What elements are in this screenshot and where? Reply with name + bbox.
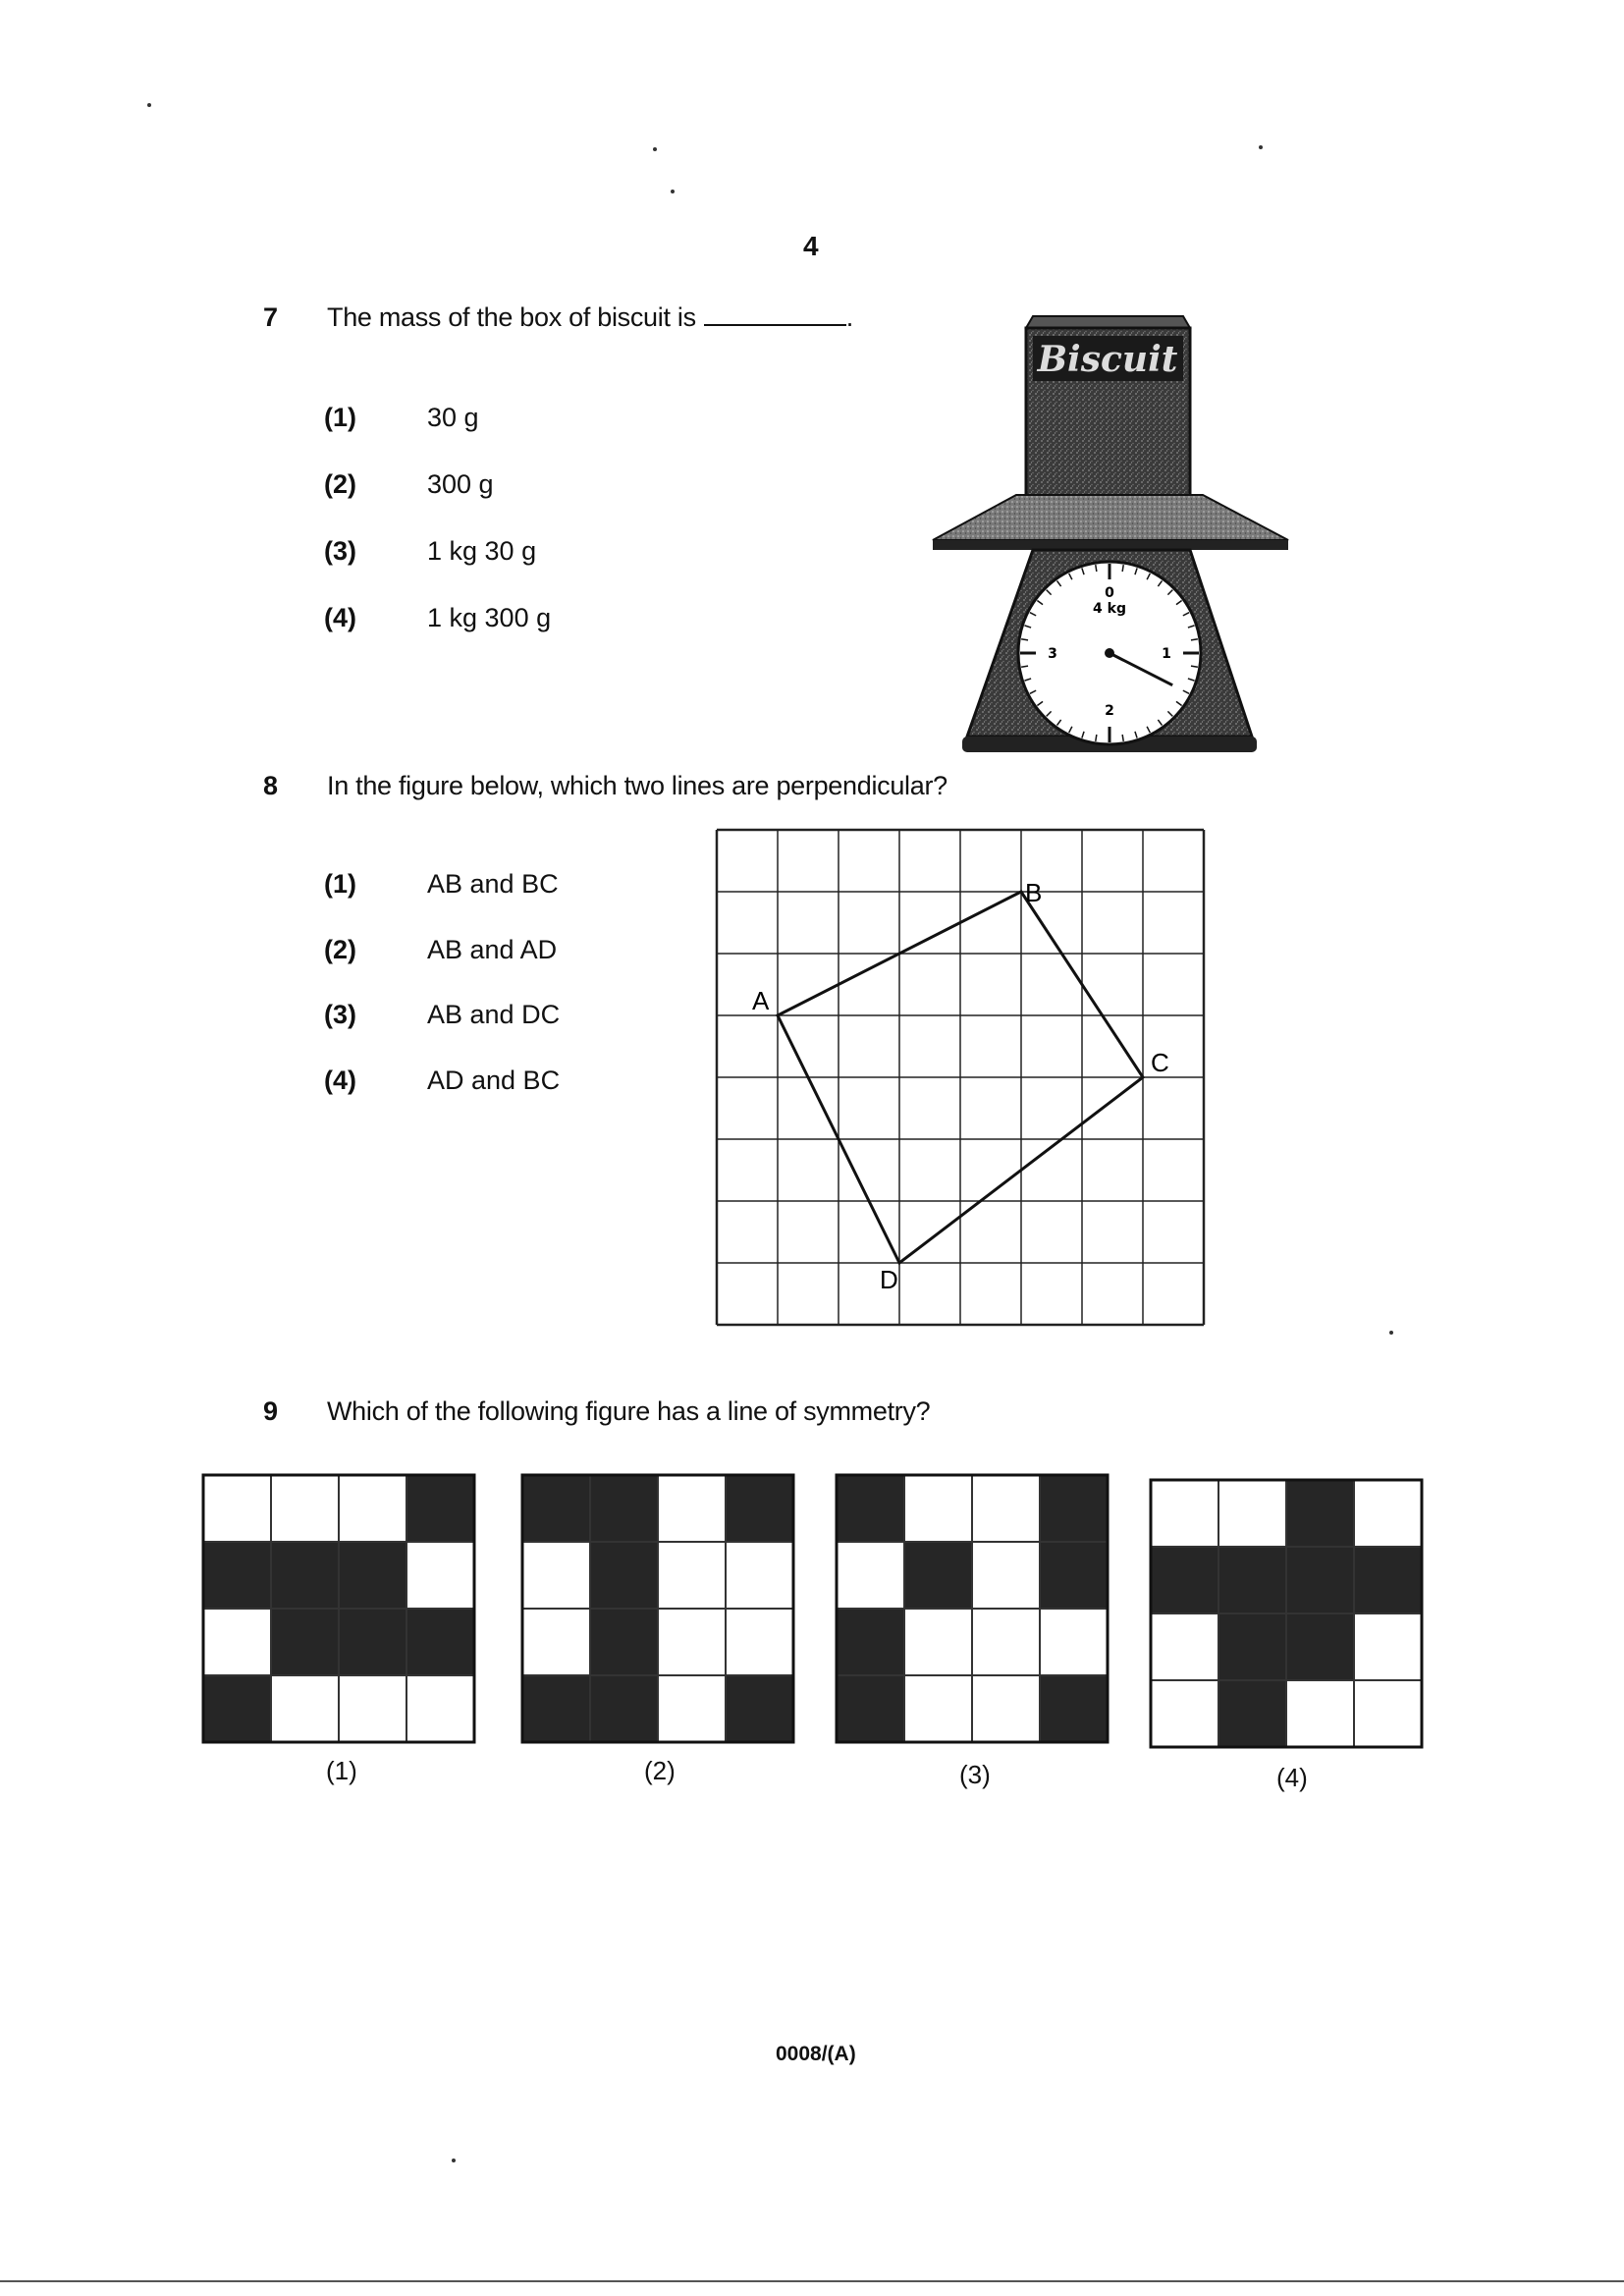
blank-cell bbox=[726, 1609, 793, 1675]
blank-cell bbox=[658, 1675, 726, 1742]
shaded-cell bbox=[590, 1675, 658, 1742]
blank-cell bbox=[406, 1675, 474, 1742]
q8-option-number: (3) bbox=[324, 1000, 356, 1029]
page-number: 4 bbox=[803, 231, 819, 261]
q8-option-text: AB and AD bbox=[427, 935, 558, 964]
symmetry-figure-1 bbox=[201, 1473, 478, 1748]
scale-pan bbox=[933, 495, 1288, 550]
blank-cell bbox=[522, 1542, 590, 1609]
q7-option-number: (3) bbox=[324, 536, 356, 566]
blank-cell bbox=[972, 1475, 1040, 1542]
blank-cell bbox=[972, 1609, 1040, 1675]
shaded-cell bbox=[1218, 1613, 1286, 1680]
vertex-label-d: D bbox=[880, 1265, 898, 1294]
figure-label-4: (4) bbox=[1276, 1763, 1308, 1792]
scan-speck bbox=[452, 2159, 456, 2162]
symmetry-figure-2 bbox=[520, 1473, 797, 1748]
quadrilateral-grid-figure bbox=[707, 820, 1218, 1340]
shaded-cell bbox=[904, 1542, 972, 1609]
q8-option-text: AB and BC bbox=[427, 869, 559, 899]
q7-option-text: 30 g bbox=[427, 403, 479, 432]
vertex-label-a: A bbox=[752, 986, 770, 1015]
bottom-rule bbox=[0, 2280, 1624, 2282]
shaded-cell bbox=[837, 1609, 904, 1675]
blank-cell bbox=[1286, 1680, 1354, 1747]
shaded-cell bbox=[522, 1475, 590, 1542]
blank-cell bbox=[1151, 1613, 1218, 1680]
dial-mark-2: 2 bbox=[1105, 703, 1114, 719]
scale-dial bbox=[1018, 562, 1201, 744]
q8-option-number: (1) bbox=[324, 869, 356, 899]
figure-label-3: (3) bbox=[959, 1760, 991, 1789]
q7-option-text: 1 kg 30 g bbox=[427, 536, 537, 566]
blank-cell bbox=[658, 1475, 726, 1542]
blank-cell bbox=[1218, 1480, 1286, 1547]
scan-speck bbox=[653, 147, 657, 151]
blank-cell bbox=[904, 1475, 972, 1542]
dial-mark-1: 1 bbox=[1162, 646, 1171, 662]
dial-hub bbox=[1105, 648, 1114, 658]
blank-cell bbox=[1040, 1609, 1108, 1675]
question-7-number: 7 bbox=[263, 302, 279, 332]
question-9-number: 9 bbox=[263, 1396, 279, 1426]
blank-cell bbox=[271, 1475, 339, 1542]
blank-cell bbox=[1354, 1680, 1422, 1747]
shaded-cell bbox=[271, 1542, 339, 1609]
blank-cell bbox=[339, 1675, 406, 1742]
shaded-cell bbox=[1040, 1542, 1108, 1609]
blank-cell bbox=[522, 1609, 590, 1675]
blank-cell bbox=[904, 1675, 972, 1742]
shaded-cell bbox=[203, 1675, 271, 1742]
biscuit-box bbox=[1026, 316, 1190, 507]
q7-option-text: 1 kg 300 g bbox=[427, 603, 552, 632]
shaded-cell bbox=[271, 1609, 339, 1675]
vertex-label-c: C bbox=[1151, 1048, 1169, 1077]
scan-speck bbox=[1389, 1331, 1393, 1335]
shaded-cell bbox=[1218, 1680, 1286, 1747]
blank-cell bbox=[904, 1609, 972, 1675]
symmetry-figure-3 bbox=[835, 1473, 1111, 1748]
q8-option-text: AD and BC bbox=[427, 1066, 561, 1095]
figure-label-2: (2) bbox=[644, 1756, 676, 1785]
scan-speck bbox=[147, 103, 151, 107]
blank-cell bbox=[203, 1609, 271, 1675]
scan-speck bbox=[671, 190, 675, 193]
shaded-cell bbox=[590, 1542, 658, 1609]
square-grid bbox=[717, 830, 1204, 1325]
blank-cell bbox=[972, 1542, 1040, 1609]
biscuit-scale-illustration bbox=[923, 304, 1296, 766]
symmetry-figure-4 bbox=[1149, 1478, 1426, 1753]
document-code: 0008/(A) bbox=[776, 2043, 856, 2065]
shaded-cell bbox=[406, 1609, 474, 1675]
shaded-cell bbox=[1354, 1547, 1422, 1613]
question-7-text bbox=[327, 302, 853, 333]
shaded-cell bbox=[339, 1542, 406, 1609]
question-8-text: In the figure below, which two lines are perpendicular? bbox=[327, 771, 947, 800]
question-7-prompt: The mass of the box of biscuit is bbox=[327, 302, 696, 332]
q7-option-number: (2) bbox=[324, 469, 356, 499]
blank-cell bbox=[203, 1475, 271, 1542]
shaded-cell bbox=[1040, 1675, 1108, 1742]
shaded-cell bbox=[590, 1609, 658, 1675]
answer-blank bbox=[704, 302, 846, 326]
shaded-cell bbox=[203, 1542, 271, 1609]
shaded-cell bbox=[590, 1475, 658, 1542]
shaded-cell bbox=[837, 1475, 904, 1542]
scan-speck bbox=[1259, 145, 1263, 149]
question-8-number: 8 bbox=[263, 771, 279, 800]
shaded-cell bbox=[522, 1675, 590, 1742]
q7-option-number: (4) bbox=[324, 603, 356, 632]
q8-option-number: (4) bbox=[324, 1066, 356, 1095]
shaded-cell bbox=[1286, 1613, 1354, 1680]
shaded-cell bbox=[726, 1675, 793, 1742]
biscuit-box-label: Biscuit bbox=[1037, 339, 1178, 380]
q8-option-text: AB and DC bbox=[427, 1000, 561, 1029]
question-9-text: Which of the following figure has a line of symmetry? bbox=[327, 1396, 931, 1426]
blank-cell bbox=[339, 1475, 406, 1542]
dial-capacity: 4 kg bbox=[1093, 601, 1126, 617]
q7-option-text: 300 g bbox=[427, 469, 494, 499]
question-7-blank-suffix: . bbox=[845, 302, 853, 332]
blank-cell bbox=[837, 1542, 904, 1609]
shaded-cell bbox=[837, 1675, 904, 1742]
blank-cell bbox=[1354, 1613, 1422, 1680]
blank-cell bbox=[1151, 1680, 1218, 1747]
blank-cell bbox=[658, 1609, 726, 1675]
shaded-cell bbox=[1286, 1480, 1354, 1547]
blank-cell bbox=[1151, 1480, 1218, 1547]
q7-option-number: (1) bbox=[324, 403, 356, 432]
blank-cell bbox=[271, 1675, 339, 1742]
shaded-cell bbox=[1218, 1547, 1286, 1613]
shaded-cell bbox=[1040, 1475, 1108, 1542]
shaded-cell bbox=[1151, 1547, 1218, 1613]
shaded-cell bbox=[726, 1475, 793, 1542]
dial-mark-zero: 0 bbox=[1105, 585, 1114, 601]
blank-cell bbox=[726, 1542, 793, 1609]
shaded-cell bbox=[339, 1609, 406, 1675]
vertex-label-b: B bbox=[1025, 878, 1043, 907]
blank-cell bbox=[972, 1675, 1040, 1742]
blank-cell bbox=[1354, 1480, 1422, 1547]
shaded-cell bbox=[1286, 1547, 1354, 1613]
blank-cell bbox=[658, 1542, 726, 1609]
blank-cell bbox=[406, 1542, 474, 1609]
dial-mark-3: 3 bbox=[1048, 646, 1057, 662]
shaded-cell bbox=[406, 1475, 474, 1542]
figure-label-1: (1) bbox=[326, 1756, 357, 1785]
q8-option-number: (2) bbox=[324, 935, 356, 964]
